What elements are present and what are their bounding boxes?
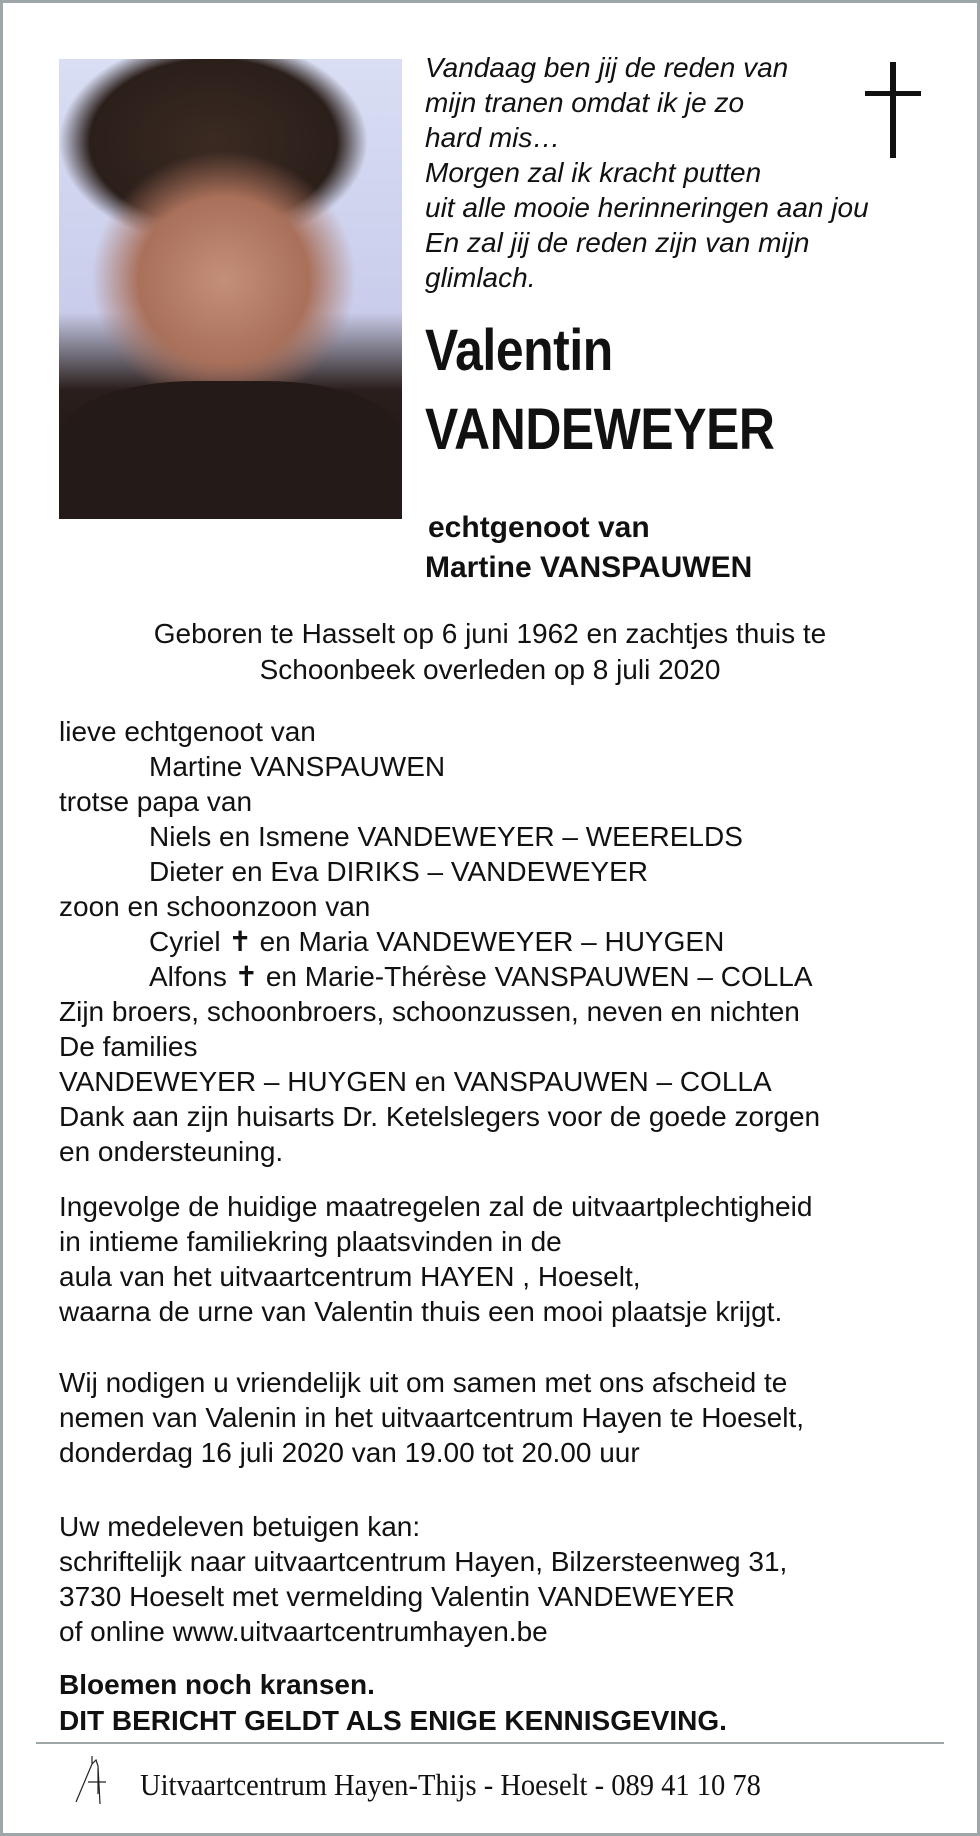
family-line: Martine VANSPAUWEN xyxy=(149,751,446,782)
poem xyxy=(425,50,869,295)
text-line: Uw medeleven betuigen kan: xyxy=(59,1511,421,1542)
spouse-block xyxy=(425,508,752,588)
family-line: en ondersteuning. xyxy=(59,1136,284,1167)
birth-death-info xyxy=(59,616,921,688)
poem-line: mijn tranen omdat ik je zo xyxy=(425,87,745,118)
cross-icon xyxy=(865,62,921,158)
closing-line: Bloemen noch kransen. xyxy=(59,1669,375,1700)
divider xyxy=(36,1742,944,1744)
deceased-last-name: VANDEWEYER xyxy=(425,397,775,462)
text-line: schriftelijk naar uitvaartcentrum Hayen, Bilzersteenweg 31, xyxy=(59,1546,788,1577)
family-line: Zijn broers, schoonbroers, schoonzussen, neven en nichten xyxy=(59,996,800,1027)
poem-line: Morgen zal ik kracht putten xyxy=(425,157,762,188)
deceased-first-name: Valentin xyxy=(425,318,613,383)
ceremony-paragraph xyxy=(59,1189,812,1329)
family-line: Cyriel ✝ en Maria VANDEWEYER – HUYGEN xyxy=(149,926,725,957)
poem-line: Vandaag ben jij de reden van xyxy=(425,52,789,83)
text-line: 3730 Hoeselt met vermelding Valentin VANDEWEYER xyxy=(59,1581,735,1612)
family-line: VANDEWEYER – HUYGEN en VANSPAUWEN – COLLA xyxy=(59,1066,772,1097)
funeral-home-logo-icon xyxy=(70,1754,120,1806)
family-line: lieve echtgenoot van xyxy=(59,716,316,747)
poem-line: uit alle mooie herinneringen aan jou xyxy=(425,192,869,223)
closing-line: DIT BERICHT GELDT ALS ENIGE KENNISGEVING. xyxy=(59,1705,727,1736)
family-line: zoon en schoonzoon van xyxy=(59,891,371,922)
text-line: Wij nodigen u vriendelijk uit om samen met ons afscheid te xyxy=(59,1367,788,1398)
portrait-photo xyxy=(59,59,402,519)
family-line: De families xyxy=(59,1031,198,1062)
family-line: Dieter en Eva DIRIKS – VANDEWEYER xyxy=(149,856,648,887)
text-line: aula van het uitvaartcentrum HAYEN , Hoeselt, xyxy=(59,1261,641,1292)
closing-notice xyxy=(59,1667,727,1739)
born-line: Schoonbeek overleden op 8 juli 2020 xyxy=(259,654,721,685)
poem-line: glimlach. xyxy=(425,262,536,293)
poem-line: hard mis… xyxy=(425,122,561,153)
condolences-paragraph xyxy=(59,1509,787,1649)
family-line: Niels en Ismene VANDEWEYER – WEERELDS xyxy=(149,821,743,852)
invitation-paragraph xyxy=(59,1365,804,1470)
text-line: in intieme familiekring plaatsvinden in de xyxy=(59,1226,562,1257)
text-line: of online www.uitvaartcentrumhayen.be xyxy=(59,1616,548,1647)
family-line: Alfons ✝ en Marie-Thérèse VANSPAUWEN – COLLA xyxy=(149,961,813,992)
family-line: trotse papa van xyxy=(59,786,253,817)
poem-line: En zal jij de reden zijn van mijn xyxy=(425,227,810,258)
text-line: donderdag 16 juli 2020 van 19.00 tot 20.00 uur xyxy=(59,1437,640,1468)
born-line: Geboren te Hasselt op 6 juni 1962 en zachtjes thuis te xyxy=(153,618,827,649)
family-list xyxy=(59,714,820,1169)
funeral-home-footer: Uitvaartcentrum Hayen-Thijs - Hoeselt - 089 41 10 78 xyxy=(140,1767,761,1802)
text-line: waarna de urne van Valentin thuis een mooi plaatsje krijgt. xyxy=(59,1296,783,1327)
text-line: Ingevolge de huidige maatregelen zal de uitvaartplechtigheid xyxy=(59,1191,813,1222)
spouse-label: echtgenoot van xyxy=(428,511,650,544)
spouse-name: Martine VANSPAUWEN xyxy=(425,551,753,584)
text-line: nemen van Valenin in het uitvaartcentrum Hayen te Hoeselt, xyxy=(59,1402,805,1433)
family-line: Dank aan zijn huisarts Dr. Ketelslegers voor de goede zorgen xyxy=(59,1101,821,1132)
